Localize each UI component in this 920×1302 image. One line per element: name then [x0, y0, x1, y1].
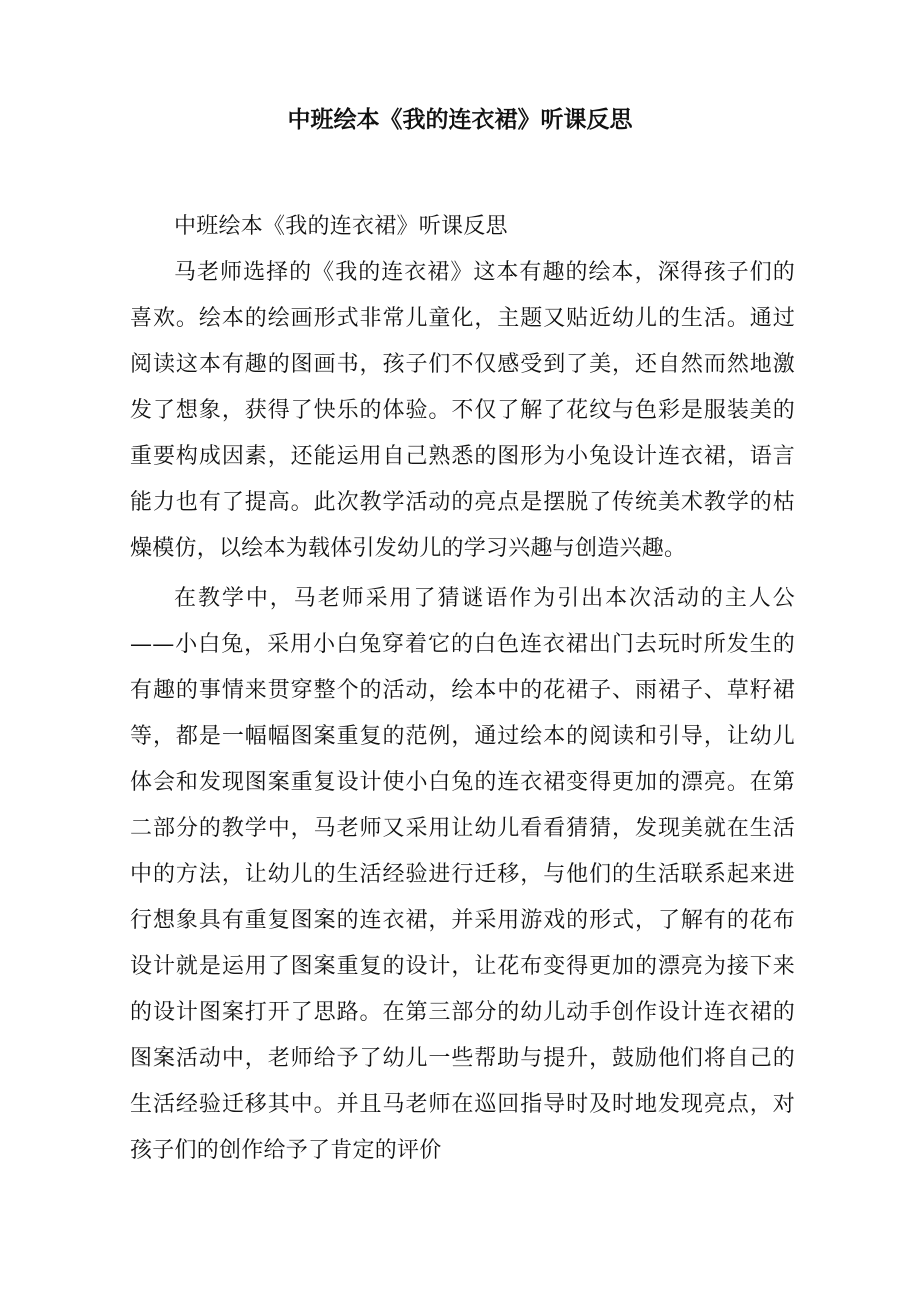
document-title: 中班绘本《我的连衣裙》听课反思 [287, 107, 633, 133]
document-subtitle: 中班绘本《我的连衣裙》听课反思 [174, 214, 508, 239]
paragraph-2: 在教学中，马老师采用了猜谜语作为引出本次活动的主人公——小白兔，采用小白兔穿着它的白色连衣裙出门去玩时所发生的有趣的事情来贯穿整个的活动，绘本中的花裙子、雨裙子、草籽裙等，都是一幅幅图案重复的范例，通过绘本的阅读和引导，让幼儿体会和发现图案重复设计使小白兔的连衣裙变得更加的漂亮。在第二部分的教学中，马老师又采用让幼儿看看猜猜，发现美就在生活中的方法，让幼儿的生活经验进行迁移，与他们的生活联系起来进行想象具有重复图案的连衣裙，并采用游戏的形式，了解有的花布设计就是运用了图案重复的设计，让花布变得更加的漂亮为接下来的设计图案打开了思路。在第三部分的幼儿动手创作设计连衣裙的图案活动中，老师给予了幼儿一些帮助与提升，鼓励他们将自己的生活经验迁移其中。并且马老师在巡回指导时及时地发现亮点，对孩子们的创作给予了肯定的评价 [130, 586, 795, 1163]
paragraph-1: 马老师选择的《我的连衣裙》这本有趣的绘本，深得孩子们的喜欢。绘本的绘画形式非常儿童化，主题又贴近幼儿的生活。通过阅读这本有趣的图画书，孩子们不仅感受到了美，还自然而然地激发了想象，获得了快乐的体验。不仅了解了花纹与色彩是服装美的重要构成因素，还能运用自己熟悉的图形为小兔设计连衣裙，语言能力也有了提高。此次教学活动的亮点是摆脱了传统美术教学的枯燥模仿，以绘本为载体引发幼儿的学习兴趣与创造兴趣。 [130, 260, 795, 561]
document-body [130, 204, 795, 1174]
